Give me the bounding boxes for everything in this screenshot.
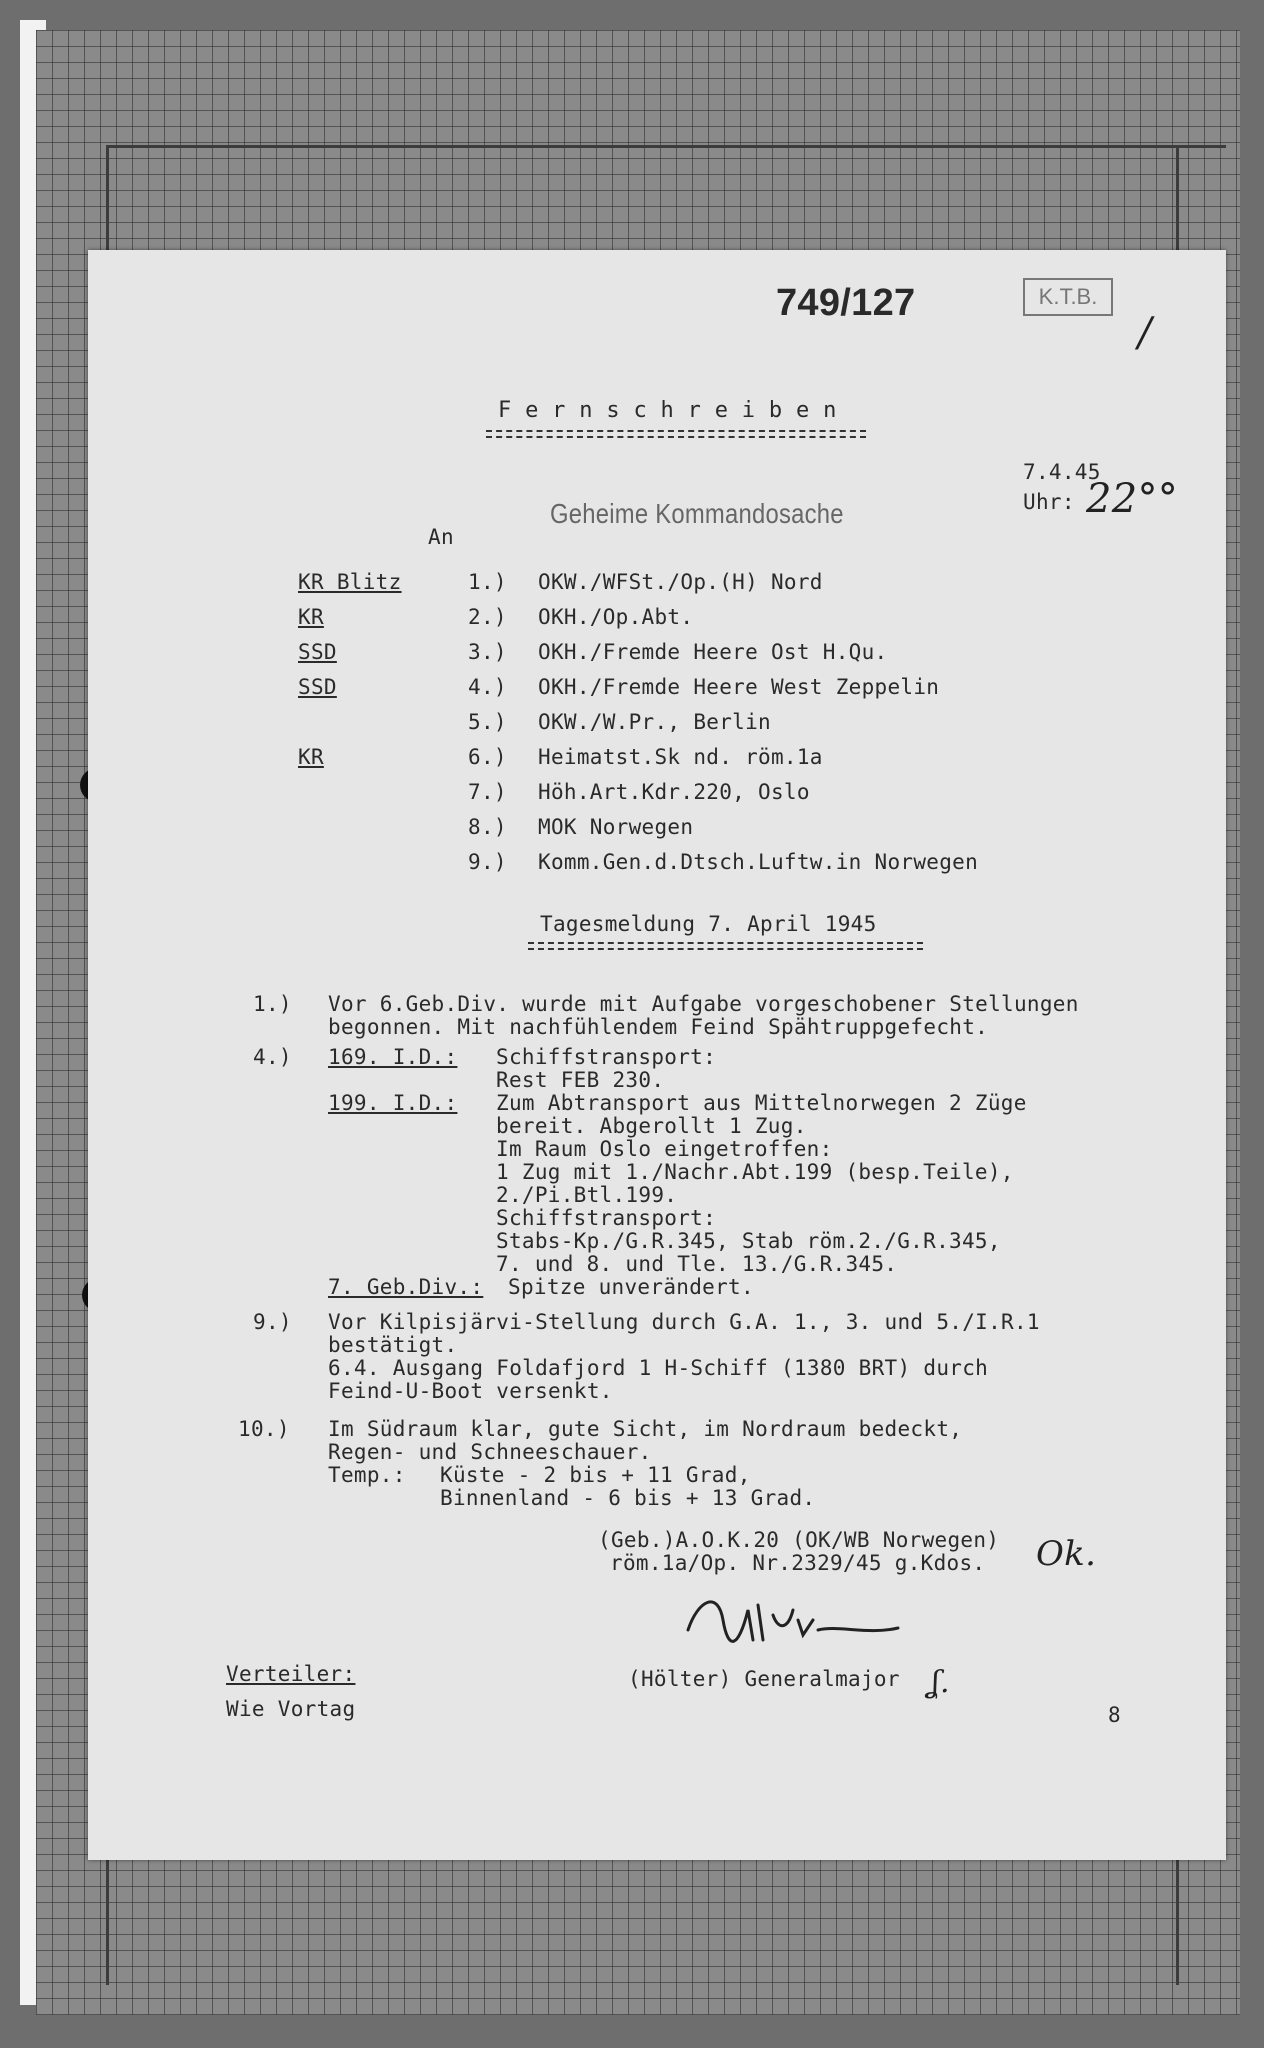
unit-label: 199. I.D.: <box>328 1091 458 1115</box>
priority-label: KR <box>298 745 324 769</box>
section-text: 6.4. Ausgang Foldafjord 1 H-Schiff (1380 BRT) durch <box>328 1356 989 1380</box>
section-number: 1.) <box>253 992 292 1016</box>
section-text: Küste - 2 bis + 11 Grad, <box>440 1463 751 1487</box>
frame-line <box>106 145 1226 148</box>
section-text: bereit. Abgerollt 1 Zug. <box>496 1114 807 1138</box>
section-text: Schiffstransport: <box>496 1206 717 1230</box>
priority-label: KR Blitz <box>298 570 402 594</box>
section-text: 1 Zug mit 1./Nachr.Abt.199 (besp.Teile), <box>496 1160 1014 1184</box>
section-text: Im Raum Oslo eingetroffen: <box>496 1137 833 1161</box>
report-title-underline <box>528 942 923 950</box>
recipient-number: 7.) <box>468 780 507 804</box>
ktb-stamp: K.T.B. <box>1023 278 1113 316</box>
section-text: bestätigt. <box>328 1333 458 1357</box>
section-number: 10.) <box>238 1417 290 1441</box>
classification-stamp: Geheime Kommandosache <box>550 498 844 529</box>
recipient-number: 4.) <box>468 675 507 699</box>
recipient-name: OKH./Fremde Heere Ost H.Qu. <box>538 640 888 664</box>
document-number: 749/127 <box>776 282 916 324</box>
section-text: Regen- und Schneeschauer. <box>328 1440 652 1464</box>
verteiler-label: Verteiler: <box>226 1662 356 1686</box>
sender-reference: röm.1a/Op. Nr.2329/45 g.Kdos. <box>610 1551 986 1575</box>
an-label: An <box>428 525 454 549</box>
document-date: 7.4.45 <box>1023 460 1101 484</box>
recipient-name: OKH./Fremde Heere West Zeppelin <box>538 675 940 699</box>
recipient-number: 5.) <box>468 710 507 734</box>
recipient-number: 9.) <box>468 850 507 874</box>
handwritten-initials: Ok. <box>1036 1534 1097 1574</box>
section-text: Zum Abtransport aus Mittelnorwegen 2 Züge <box>496 1091 1027 1115</box>
recipient-name: Komm.Gen.d.Dtsch.Luftw.in Norwegen <box>538 850 979 874</box>
section-text: 2./Pi.Btl.199. <box>496 1183 678 1207</box>
recipient-name: OKW./W.Pr., Berlin <box>538 710 771 734</box>
section-text: Feind-U-Boot versenkt. <box>328 1379 613 1403</box>
section-number: 4.) <box>253 1045 292 1069</box>
document-page <box>88 250 1226 1860</box>
recipient-number: 6.) <box>468 745 507 769</box>
recipient-number: 3.) <box>468 640 507 664</box>
sender-line: (Geb.)A.O.K.20 (OK/WB Norwegen) <box>598 1528 1000 1552</box>
recipient-name: OKW./WFSt./Op.(H) Nord <box>538 570 823 594</box>
priority-label: SSD <box>298 640 337 664</box>
unit-label: 169. I.D.: <box>328 1045 458 1069</box>
priority-label: SSD <box>298 675 337 699</box>
verteiler-value: Wie Vortag <box>226 1697 356 1721</box>
section-text: Vor Kilpisjärvi-Stellung durch G.A. 1., 3. und 5./I.R.1 <box>328 1310 1040 1334</box>
section-text: Rest FEB 230. <box>496 1068 665 1092</box>
recipient-name: MOK Norwegen <box>538 815 694 839</box>
handwritten-mark: / <box>1138 310 1152 356</box>
section-number: 9.) <box>253 1310 292 1334</box>
section-text: Schiffstransport: <box>496 1045 717 1069</box>
section-text: Vor 6.Geb.Div. wurde mit Aufgabe vorgeschobener Stellungen <box>328 992 1079 1016</box>
section-text: begonnen. Mit nachfühlendem Feind Spähtruppgefecht. <box>328 1015 989 1039</box>
section-text: Spitze unverändert. <box>508 1275 754 1299</box>
recipient-name: Heimatst.Sk nd. röm.1a <box>538 745 823 769</box>
unit-label: 7. Geb.Div.: <box>328 1275 484 1299</box>
report-title: Tagesmeldung 7. April 1945 <box>540 912 877 936</box>
recipient-number: 2.) <box>468 605 507 629</box>
signer-name: (Hölter) Generalmajor <box>628 1667 900 1691</box>
section-text: Im Südraum klar, gute Sicht, im Nordraum bedeckt, <box>328 1417 963 1441</box>
temperature-label: Temp.: <box>328 1463 406 1487</box>
recipient-number: 1.) <box>468 570 507 594</box>
section-text: 7. und 8. und Tle. 13./G.R.345. <box>496 1252 898 1276</box>
recipient-name: OKH./Op.Abt. <box>538 605 694 629</box>
document-title: F e r n s c h r e i b e n <box>498 398 837 423</box>
title-underline <box>486 430 866 438</box>
page-number: 8 <box>1108 1703 1121 1727</box>
recipient-name: Höh.Art.Kdr.220, Oslo <box>538 780 810 804</box>
section-text: Binnenland - 6 bis + 13 Grad. <box>440 1486 816 1510</box>
recipient-number: 8.) <box>468 815 507 839</box>
time-label: Uhr: <box>1023 490 1075 514</box>
section-text: Stabs-Kp./G.R.345, Stab röm.2./G.R.345, <box>496 1229 1001 1253</box>
signature <box>678 1580 918 1660</box>
time-handwritten: 22°° <box>1086 476 1179 522</box>
priority-label: KR <box>298 605 324 629</box>
handwritten-mark: ʆ. <box>930 1665 950 1700</box>
